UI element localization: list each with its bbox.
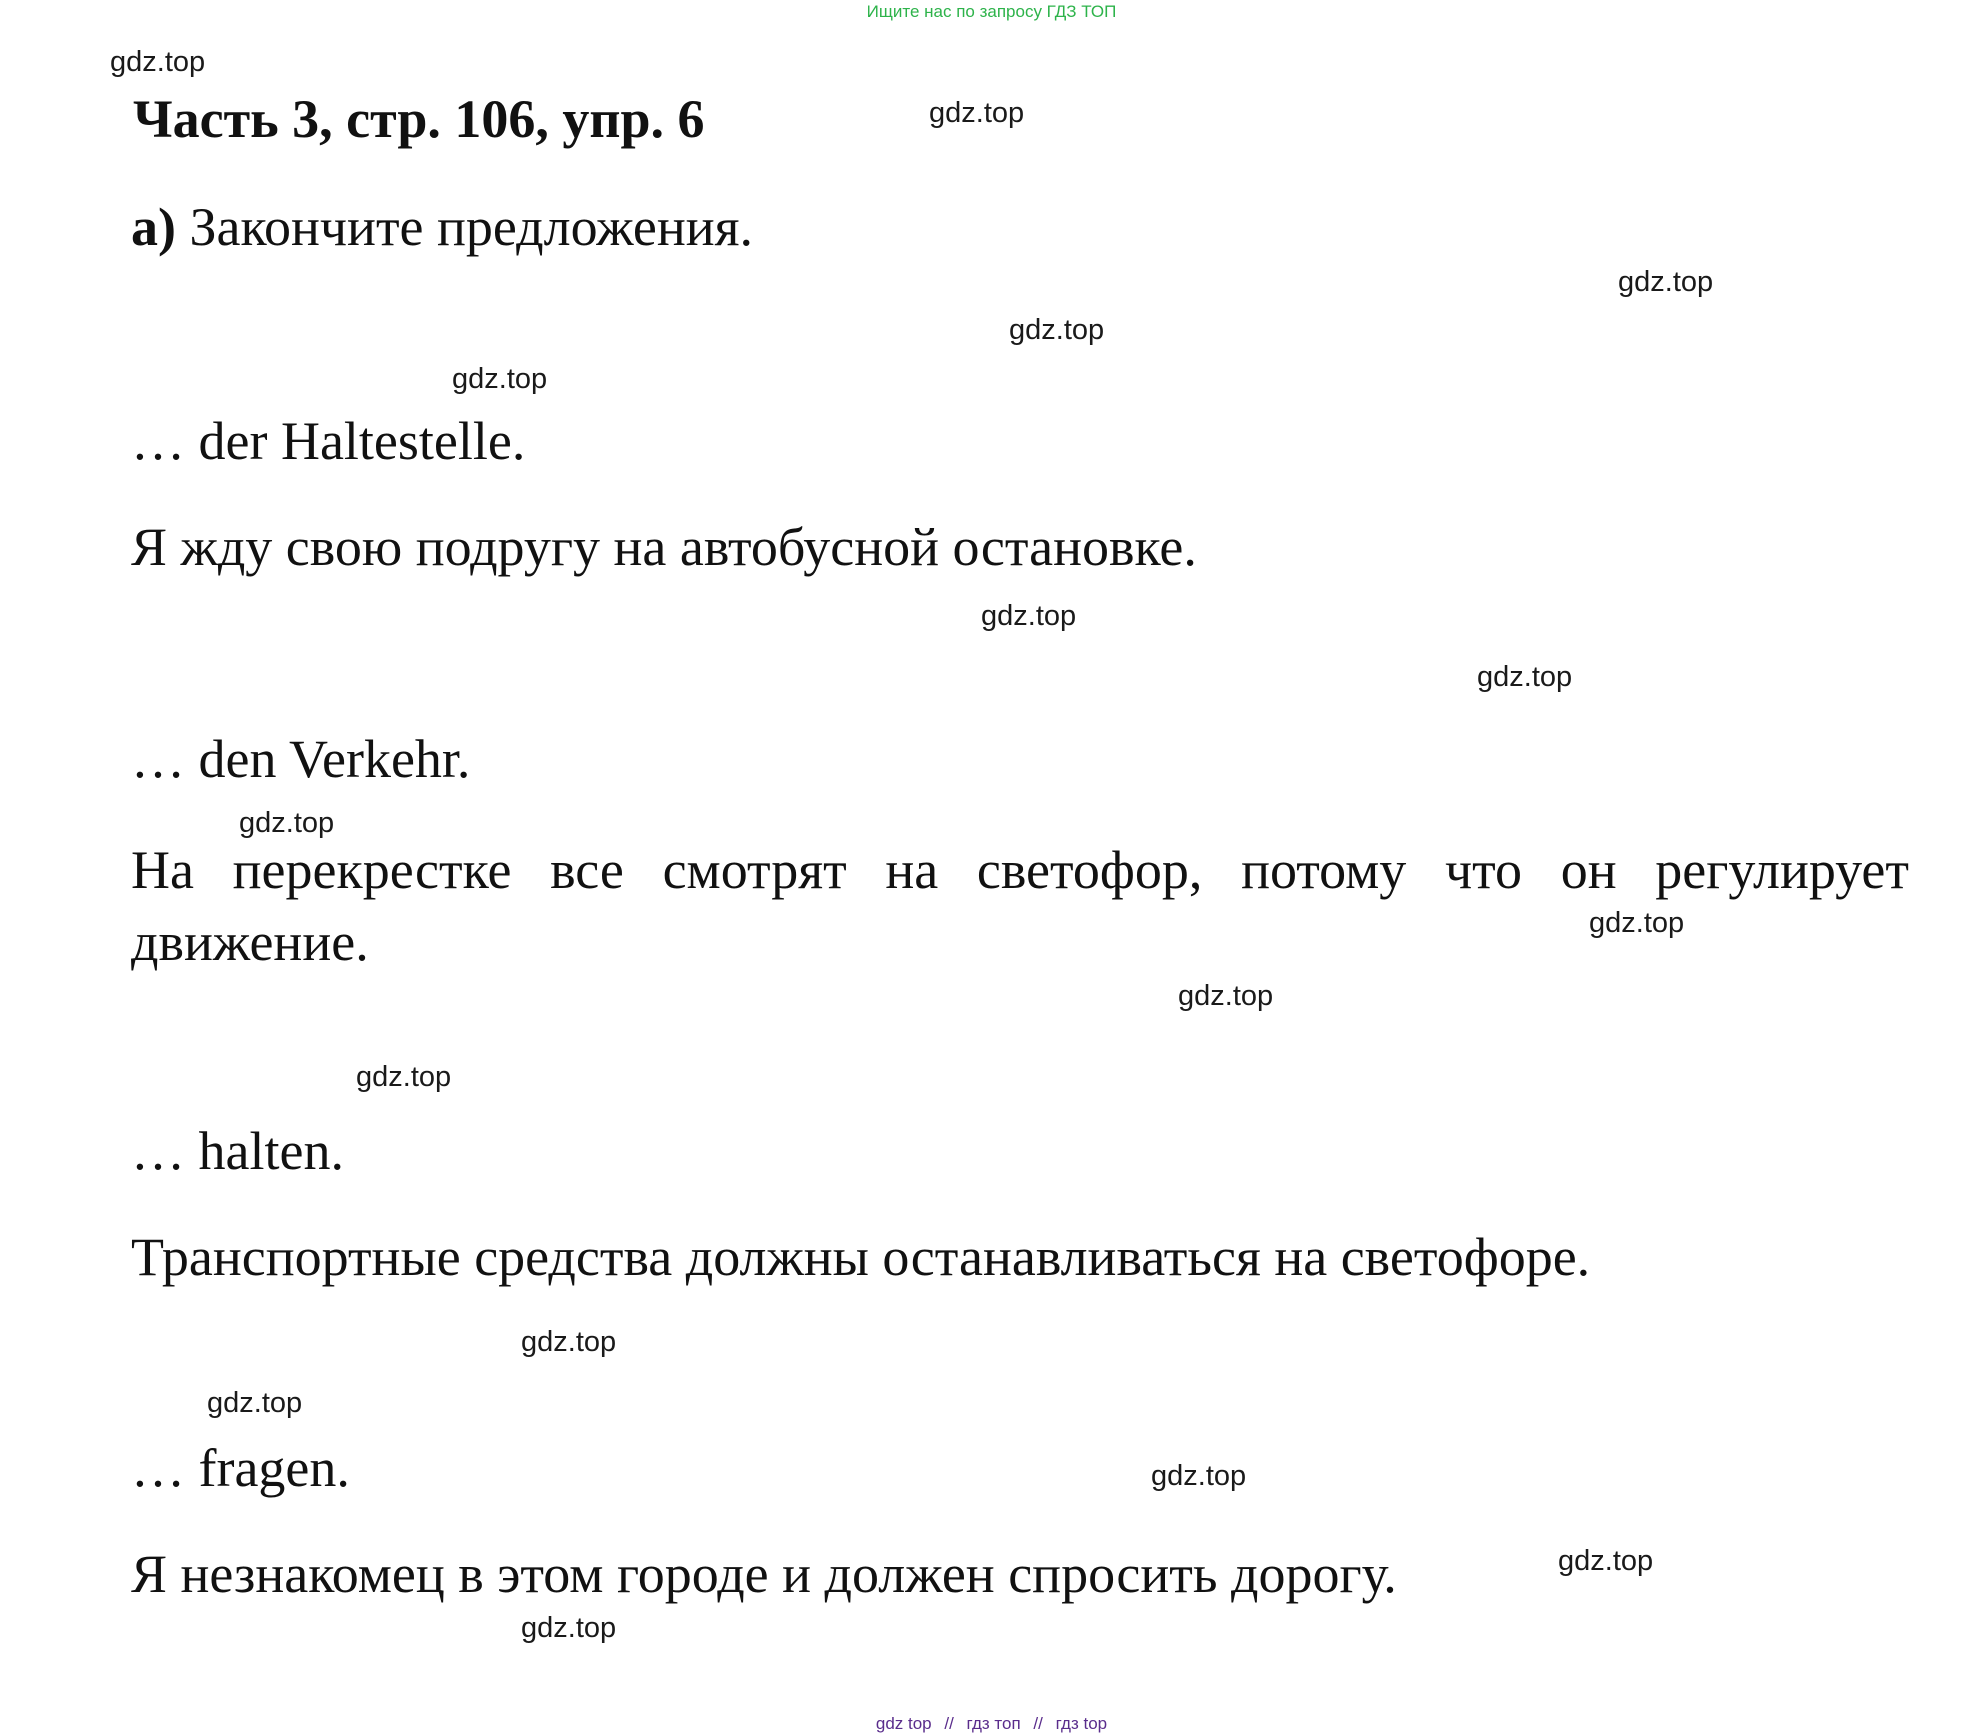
watermark: gdz.top xyxy=(1589,907,1685,939)
watermark: gdz.top xyxy=(1178,980,1274,1012)
footer-separator: // xyxy=(1033,1714,1043,1733)
watermark: gdz.top xyxy=(356,1061,452,1093)
watermark: gdz.top xyxy=(1477,661,1573,693)
task-text: Закончите предложения. xyxy=(189,197,753,257)
watermark: gdz.top xyxy=(110,46,206,78)
item-answer: Я незнакомец в этом городе и должен спросить дорогу. xyxy=(131,1544,1397,1604)
footer-separator: // xyxy=(944,1714,954,1733)
item-prompt: … der Haltestelle. xyxy=(131,411,526,471)
watermark: gdz.top xyxy=(929,97,1025,129)
search-hint-banner: Ищите нас по запросу ГДЗ ТОП xyxy=(866,2,1117,21)
item-answer: Я жду свою подругу на автобусной остановке. xyxy=(131,517,1197,577)
watermark: gdz.top xyxy=(239,807,335,839)
footer-link[interactable]: гдз top xyxy=(1055,1714,1108,1733)
watermark: gdz.top xyxy=(1618,266,1714,298)
watermark: gdz.top xyxy=(521,1326,617,1358)
item-prompt: … halten. xyxy=(131,1121,344,1181)
item-answer: Транспортные средства должны останавливаться на светофоре. xyxy=(131,1227,1591,1287)
watermark: gdz.top xyxy=(1151,1460,1247,1492)
item-prompt: … fragen. xyxy=(131,1438,350,1498)
watermark: gdz.top xyxy=(207,1387,303,1419)
page-title: Часть 3, стр. 106, упр. 6 xyxy=(133,89,705,149)
item-prompt: … den Verkehr. xyxy=(131,729,471,789)
watermark: gdz.top xyxy=(452,363,548,395)
task-label: а) xyxy=(131,197,176,257)
watermark: gdz.top xyxy=(1009,314,1105,346)
watermark: gdz.top xyxy=(521,1612,617,1644)
footer-link[interactable]: gdz top xyxy=(875,1714,932,1733)
footer-link[interactable]: гдз топ xyxy=(966,1714,1021,1733)
watermark: gdz.top xyxy=(1558,1545,1654,1577)
task-instruction xyxy=(131,196,753,258)
watermark: gdz.top xyxy=(981,600,1077,632)
footer-links xyxy=(0,1714,1983,1734)
item-answer: На перекрестке все смотрят на светофор, потому что он регулирует движение. xyxy=(131,840,1909,972)
